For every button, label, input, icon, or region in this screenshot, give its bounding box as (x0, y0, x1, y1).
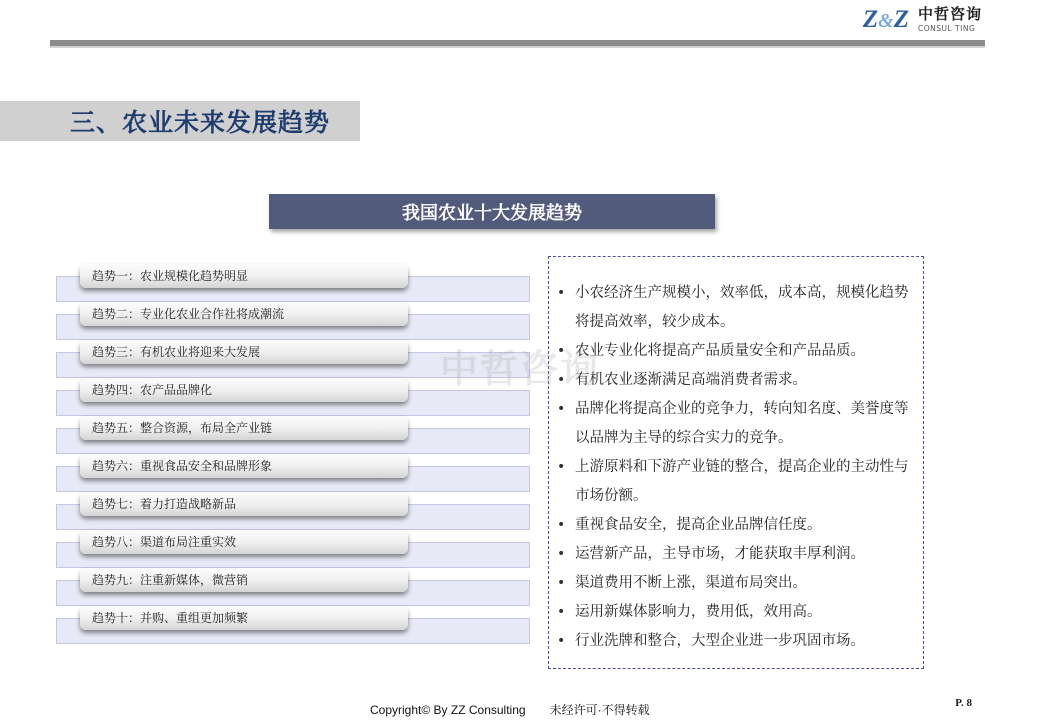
trend-item: 趋势九：注重新媒体，微营销 (80, 568, 408, 592)
description-item: • 行业洗牌和整合，大型企业进一步巩固市场。 (575, 627, 913, 656)
copyright-text: Copyright© By ZZ Consulting (370, 703, 526, 717)
watermark: 中哲咨询 (440, 347, 601, 391)
trend-item: 趋势八：渠道布局注重实效 (80, 530, 408, 554)
footer (370, 701, 650, 718)
section-title-bar (0, 101, 360, 141)
section-title: 三、农业未来发展趋势 (70, 108, 331, 137)
description-item: • 上游原料和下游产业链的整合，提高企业的主动性与市场份额。 (575, 453, 913, 511)
trend-item: 趋势六：重视食品安全和品牌形象 (80, 454, 408, 478)
trend-item: 趋势二：专业化农业合作社将成潮流 (80, 302, 408, 326)
trend-item: 趋势一：农业规模化趋势明显 (80, 264, 408, 288)
description-item: • 农业专业化将提高产品质量安全和产品品质。 (575, 337, 913, 366)
description-item: • 渠道费用不断上涨，渠道布局突出。 (575, 569, 913, 598)
trend-item: 趋势五：整合资源，布局全产业链 (80, 416, 408, 440)
description-item: • 有机农业逐渐满足高端消费者需求。 (575, 366, 913, 395)
page-number: P. 8 (955, 697, 972, 709)
trends-banner: 我国农业十大发展趋势 (269, 194, 715, 229)
trend-item: 趋势十：并购、重组更加频繁 (80, 606, 408, 630)
trend-description-box (548, 256, 924, 669)
logo-chinese-name: 中哲咨询 (917, 5, 982, 24)
company-logo (863, 6, 982, 34)
logo-mark: Z&Z (862, 6, 908, 33)
description-item: • 运用新媒体影响力，费用低，效用高。 (575, 598, 913, 627)
description-item: • 小农经济生产规模小，效率低，成本高，规模化趋势将提高效率，较少成本。 (575, 279, 913, 337)
description-item: • 运营新产品，主导市场，才能获取丰厚利润。 (575, 540, 913, 569)
trend-item: 趋势三：有机农业将迎来大发展 (80, 340, 408, 364)
header-divider (50, 40, 985, 48)
trend-item: 趋势七：着力打造战略新品 (80, 492, 408, 516)
description-list (549, 257, 923, 656)
reprint-notice: 未经许可·不得转载 (549, 703, 650, 717)
description-item: • 品牌化将提高企业的竞争力，转向知名度、美誉度等以品牌为主导的综合实力的竞争。 (575, 395, 913, 453)
logo-english-name: CONSUL TING (917, 24, 976, 34)
description-item: • 重视食品安全，提高企业品牌信任度。 (575, 511, 913, 540)
trend-item: 趋势四：农产品品牌化 (80, 378, 408, 402)
